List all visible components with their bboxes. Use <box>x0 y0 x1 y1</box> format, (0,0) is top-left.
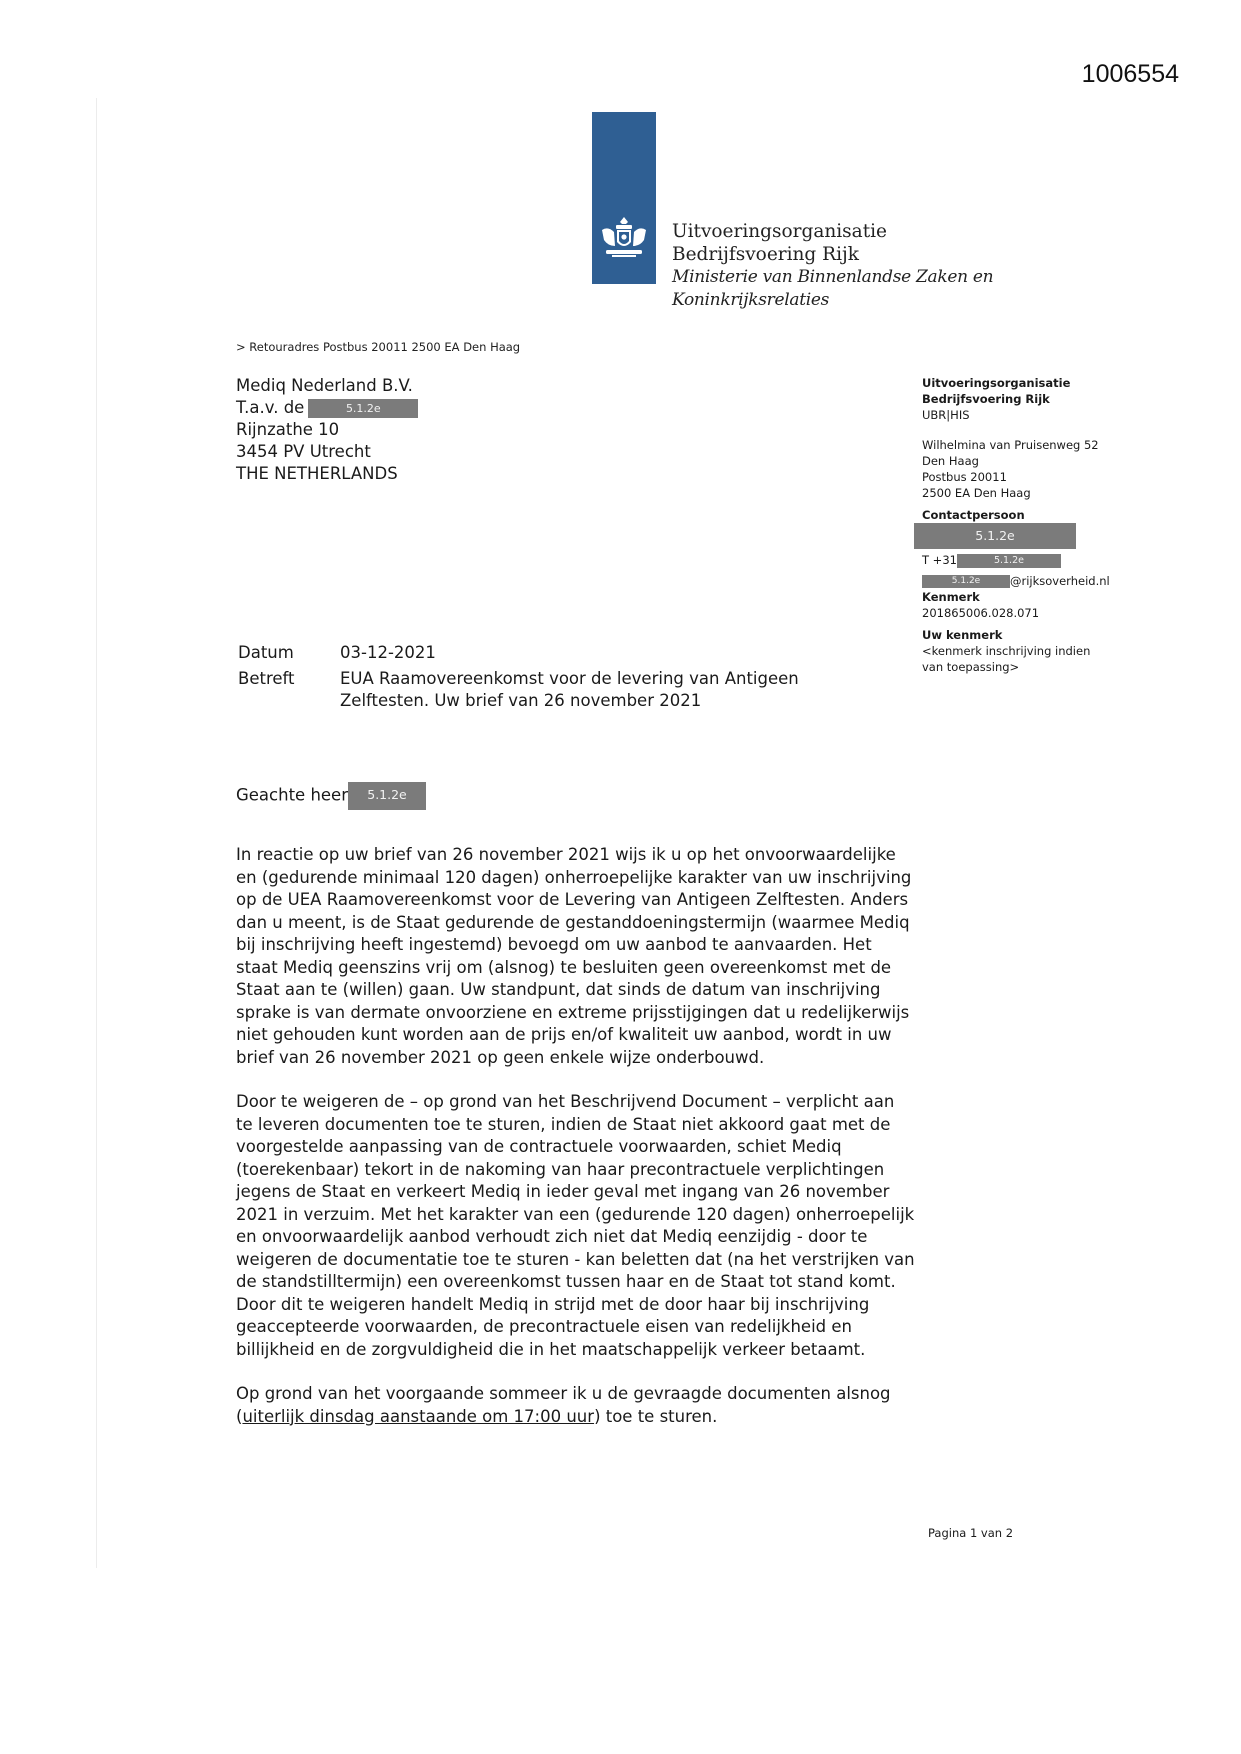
document-number: 1006554 <box>1081 60 1179 88</box>
sidebar-address-line2: Den Haag <box>922 454 979 468</box>
date-label: Datum <box>238 643 294 662</box>
body-paragraph-1: In reactie op uw brief van 26 november 2021 wijs ik u op het onvoorwaardelijke en (gedurende minimaal 120 dagen) onherroepelijke karakter van uw inschrijving op de UEA Raamovereenkomst voor de Levering van Antigeen Zelftesten. Anders dan u meent, is de Staat gedurende de gestanddoeningstermijn (waarmee Mediq bij inschrijving heeft ingestemd) bevoegd om uw aanbod te aanvaarden. Het staat Mediq geenszins vrij om (alsnog) te besluiten geen overeenkomst met de Staat aan te (willen) gaan. Uw standpunt, dat sinds de datum van inschrijving sprake is van dermate onvoorziene en extreme prijsstijgingen dat u redelijkerwijs niet gehouden kunt worden aan de prijs en/of kwaliteit uw aanbod, wordt in uw brief van 26 november 2021 op geen enkele wijze onderbouwd. <box>236 845 912 1067</box>
sidebar-address-line4: 2500 EA Den Haag <box>922 486 1031 500</box>
recipient-attn-prefix: T.a.v. de <box>236 398 305 417</box>
letter-body <box>236 844 916 1450</box>
sender-sidebar <box>922 375 1122 675</box>
redaction-box: 5.1.2e <box>957 554 1061 568</box>
government-logo <box>592 112 656 284</box>
subject-label: Betreft <box>238 669 295 688</box>
sidebar-org-line1: Uitvoeringsorganisatie <box>922 376 1071 390</box>
letterhead-org-line2: Bedrijfsvoering Rijk <box>672 244 859 265</box>
sidebar-phone <box>922 552 1122 568</box>
sidebar-address-line1: Wilhelmina van Pruisenweg 52 <box>922 438 1099 452</box>
subject-value: EUA Raamovereenkomst voor de levering van Antigeen Zelftesten. Uw brief van 26 november 2021 <box>340 669 799 710</box>
greeting-text: Geachte heer <box>236 785 348 805</box>
sidebar-unit: UBR|HIS <box>922 408 970 422</box>
sidebar-email-suffix: @rijksoverheid.nl <box>1010 574 1110 588</box>
sidebar-your-reference-label: Uw kenmerk <box>922 628 1003 642</box>
sidebar-address-line3: Postbus 20011 <box>922 470 1007 484</box>
paragraph3-before: Op grond van het voorgaande sommeer ik u de gevraagde documenten alsnog ( <box>236 1384 891 1426</box>
recipient-country: THE NETHERLANDS <box>236 464 398 483</box>
recipient-attn <box>236 397 418 419</box>
deadline-text: uiterlijk dinsdag aanstaande om 17:00 uur <box>242 1406 595 1426</box>
letterhead-ministry-line2: Koninkrijksrelaties <box>672 290 830 310</box>
sidebar-your-reference-value: <kenmerk inschrijving indien van toepassing> <box>922 644 1091 674</box>
letterhead-ministry-line1: Ministerie van Binnenlandse Zaken en <box>672 267 994 287</box>
redaction-box: 5.1.2e <box>308 399 418 418</box>
scan-edge-line <box>96 98 97 1568</box>
sidebar-org-line2: Bedrijfsvoering Rijk <box>922 392 1050 406</box>
sidebar-reference-value: 201865006.028.071 <box>922 606 1040 620</box>
redaction-box: 5.1.2e <box>914 523 1076 549</box>
paragraph3-after: ) toe te sturen. <box>594 1406 718 1426</box>
sidebar-reference-label: Kenmerk <box>922 590 980 604</box>
return-address: > Retouradres Postbus 20011 2500 EA Den Haag <box>236 340 521 354</box>
letterhead-org-line1: Uitvoeringsorganisatie <box>672 221 887 242</box>
greeting <box>236 782 426 810</box>
recipient-address <box>236 375 418 485</box>
page-indicator: Pagina 1 van 2 <box>928 1526 1014 1540</box>
redaction-box: 5.1.2e <box>922 575 1010 588</box>
sidebar-contact-label: Contactpersoon <box>922 508 1025 522</box>
letterhead-text <box>672 220 993 312</box>
coat-of-arms-icon <box>598 216 650 260</box>
recipient-company: Mediq Nederland B.V. <box>236 376 413 395</box>
sidebar-phone-prefix: T +31 <box>922 553 957 567</box>
body-paragraph-3 <box>236 1383 916 1428</box>
recipient-city: 3454 PV Utrecht <box>236 442 371 461</box>
date-value: 03-12-2021 <box>340 643 436 662</box>
redaction-box: 5.1.2e <box>348 782 426 810</box>
sidebar-email <box>922 573 1122 589</box>
recipient-street: Rijnzathe 10 <box>236 420 340 439</box>
body-paragraph-2: Door te weigeren de – op grond van het Beschrijvend Document – verplicht aan te leveren documenten toe te sturen, indien de Staat niet akkoord gaat met de voorgestelde aanpassing van de contractuele voorwaarden, schiet Mediq (toerekenbaar) tekort in de nakoming van haar precontractuele verplichtingen jegens de Staat en verkeert Mediq in ieder geval met ingang van 26 november 2021 in verzuim. Met het karakter van een (gedurende 120 dagen) onherroepelijk en onvoorwaardelijk aanbod verhoudt zich niet dat Mediq eenzijdig - door te weigeren de documentatie toe te sturen - kan beletten dat (na het verstrijken van de standstilltermijn) een overeenkomst tussen haar en de Staat tot stand komt. Door dit te weigeren handelt Mediq in strijd met de door haar bij inschrijving geaccepteerde voorwaarden, de precontractuele eisen van redelijkheid en billijkheid en de zorgvuldigheid die in het maatschappelijk verkeer betaamt. <box>236 1092 915 1359</box>
